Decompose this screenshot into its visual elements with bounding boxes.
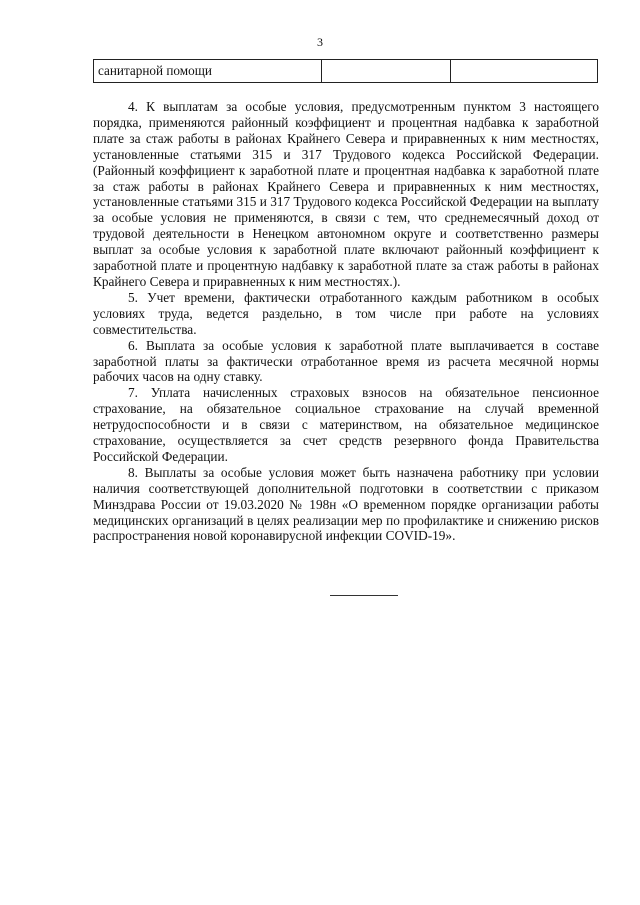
page-number: 3 bbox=[317, 35, 323, 49]
paragraph-6: 6. Выплата за особые условия к заработной плате выплачивается в составе заработной платы за фактически отработанное время из расчета месячной нормы рабочих часов на одну ставку. bbox=[93, 337, 599, 385]
paragraph-5: 5. Учет времени, фактически отработанного каждым работником в особых условиях труда, ведется раздельно, в том числе при работе на условиях совместительства. bbox=[93, 289, 599, 337]
table-cell bbox=[451, 60, 598, 83]
table-row bbox=[94, 60, 598, 83]
paragraph-7: 7. Уплата начисленных страховых взносов на обязательное пенсионное страхование, на обязательное социальное страхование на случай временной нетрудоспособности и в связи с материнством, на обязательное медицинское страхование, осуществляется за счет средств резервного фонда Правительства Российской Федерации. bbox=[93, 385, 599, 464]
table-cell bbox=[322, 60, 451, 83]
paragraph-8: 8. Выплаты за особые условия может быть назначена работнику при условии наличия соответствующей дополнительной подготовки в соответствии с приказом Минздрава России от 19.03.2020 № 198н «О временном порядке организации работы медицинских организаций в целях реализации мер по профилактике и снижению рисков распространения новой коронавирусной инфекции COVID-19». bbox=[93, 464, 599, 544]
continued-table bbox=[93, 59, 598, 83]
table-cell: санитарной помощи bbox=[94, 60, 322, 83]
paragraph-4: 4. К выплатам за особые условия, предусмотренным пунктом 3 настоящего порядка, применяются районный коэффициент и процентная надбавка к заработной плате за стаж работы в районах Крайнего Севера и приравненных к ним местностях, установленные статьями 315 и 317 Трудового кодекса Российской Федерации. (Районный коэффициент к заработной плате и процентная надбавка к заработной плате за стаж работы в районах Крайнего Севера и приравненных к ним местностях, установленные статьями 315 и 317 Трудового кодекса Российской Федерации на выплату за особые условия не применяются, в связи с тем, что среднемесячный доход от трудовой деятельности в Ненецком автономном округе и соответственно размеры выплат за особые условия к заработной плате включают районный коэффициент к заработной плате и процентную надбавку к заработной плате за стаж работы в районах Крайнего Севера и приравненных к ним местностях.). bbox=[93, 99, 599, 289]
document-body bbox=[93, 99, 599, 544]
end-separator-line bbox=[330, 595, 398, 596]
